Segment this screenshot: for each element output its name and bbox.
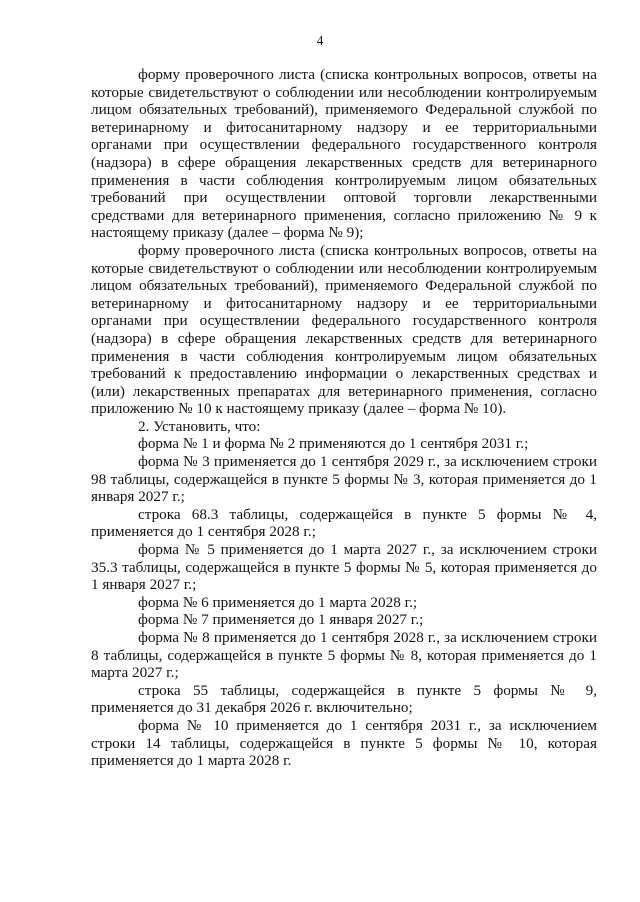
paragraph-form-9: форму проверочного листа (списка контрольных вопросов, ответы на которые свидетельствуют о соблюдении или несоблюдении контролируемым лицом обязательных требований), применяемого Федеральной службой по ветеринарному и фитосанитарному надзору и ее территориальными органами при осуществлении федерального государственного контроля (надзора) в сфере обращения лекарственных средств для ветеринарного применения в части соблюдения контролируемым лицом обязательных требований при осуществлении оптовой торговли лекарственными средствами для ветеринарного применения, согласно приложению № 9 к настоящему приказу (далее – форма № 9);	[91, 66, 597, 242]
page-number: 4	[316, 33, 324, 48]
paragraph-forms-1-2: форма № 1 и форма № 2 применяются до 1 сентября 2031 г.;	[138, 435, 529, 453]
paragraph-form-7: форма № 7 применяется до 1 января 2027 г.;	[138, 611, 424, 629]
paragraph-form-8: форма № 8 применяется до 1 сентября 2028 г., за исключением строки 8 таблицы, содержащейся в пункте 5 формы № 8, которая применяется до 1 марта 2027 г.;	[91, 629, 597, 682]
paragraph-form-10: форму проверочного листа (списка контрольных вопросов, ответы на которые свидетельствуют о соблюдении или несоблюдении контролируемым лицом обязательных требований), применяемого Федеральной службой по ветеринарному и фитосанитарному надзору и ее территориальными органами при осуществлении федерального государственного контроля (надзора) в сфере обращения лекарственных средств для ветеринарного применения в части соблюдения контролируемым лицом обязательных требований к предоставлению информации о лекарственных средствах и (или) лекарственных препаратах для ветеринарного применения, согласно приложению № 10 к настоящему приказу (далее – форма № 10).	[91, 241, 597, 418]
paragraph-form-9-row: строка 55 таблицы, содержащейся в пункте 5 формы № 9, применяется до 31 декабря 2026 г. включительно;	[91, 681, 597, 717]
paragraph-form-4-row: строка 68.3 таблицы, содержащейся в пункте 5 формы № 4, применяется до 1 сентября 2028 г.;	[91, 505, 597, 541]
paragraph-form-5: форма № 5 применяется до 1 марта 2027 г., за исключением строки 35.3 таблицы, содержащейся в пункте 5 формы № 5, которая применяется до 1 января 2027 г.;	[91, 541, 597, 594]
paragraph-clause-2-heading: 2. Установить, что:	[138, 417, 261, 435]
paragraph-form-6: форма № 6 применяется до 1 марта 2028 г.;	[138, 593, 418, 611]
paragraph-form-10-dates: форма № 10 применяется до 1 сентября 2031 г., за исключением строки 14 таблицы, содержащейся в пункте 5 формы № 10, которая применяется до 1 марта 2028 г.	[91, 716, 597, 770]
document-body	[91, 66, 597, 770]
paragraph-form-3: форма № 3 применяется до 1 сентября 2029 г., за исключением строки 98 таблицы, содержащейся в пункте 5 формы № 3, которая применяется до 1 января 2027 г.;	[91, 453, 597, 506]
